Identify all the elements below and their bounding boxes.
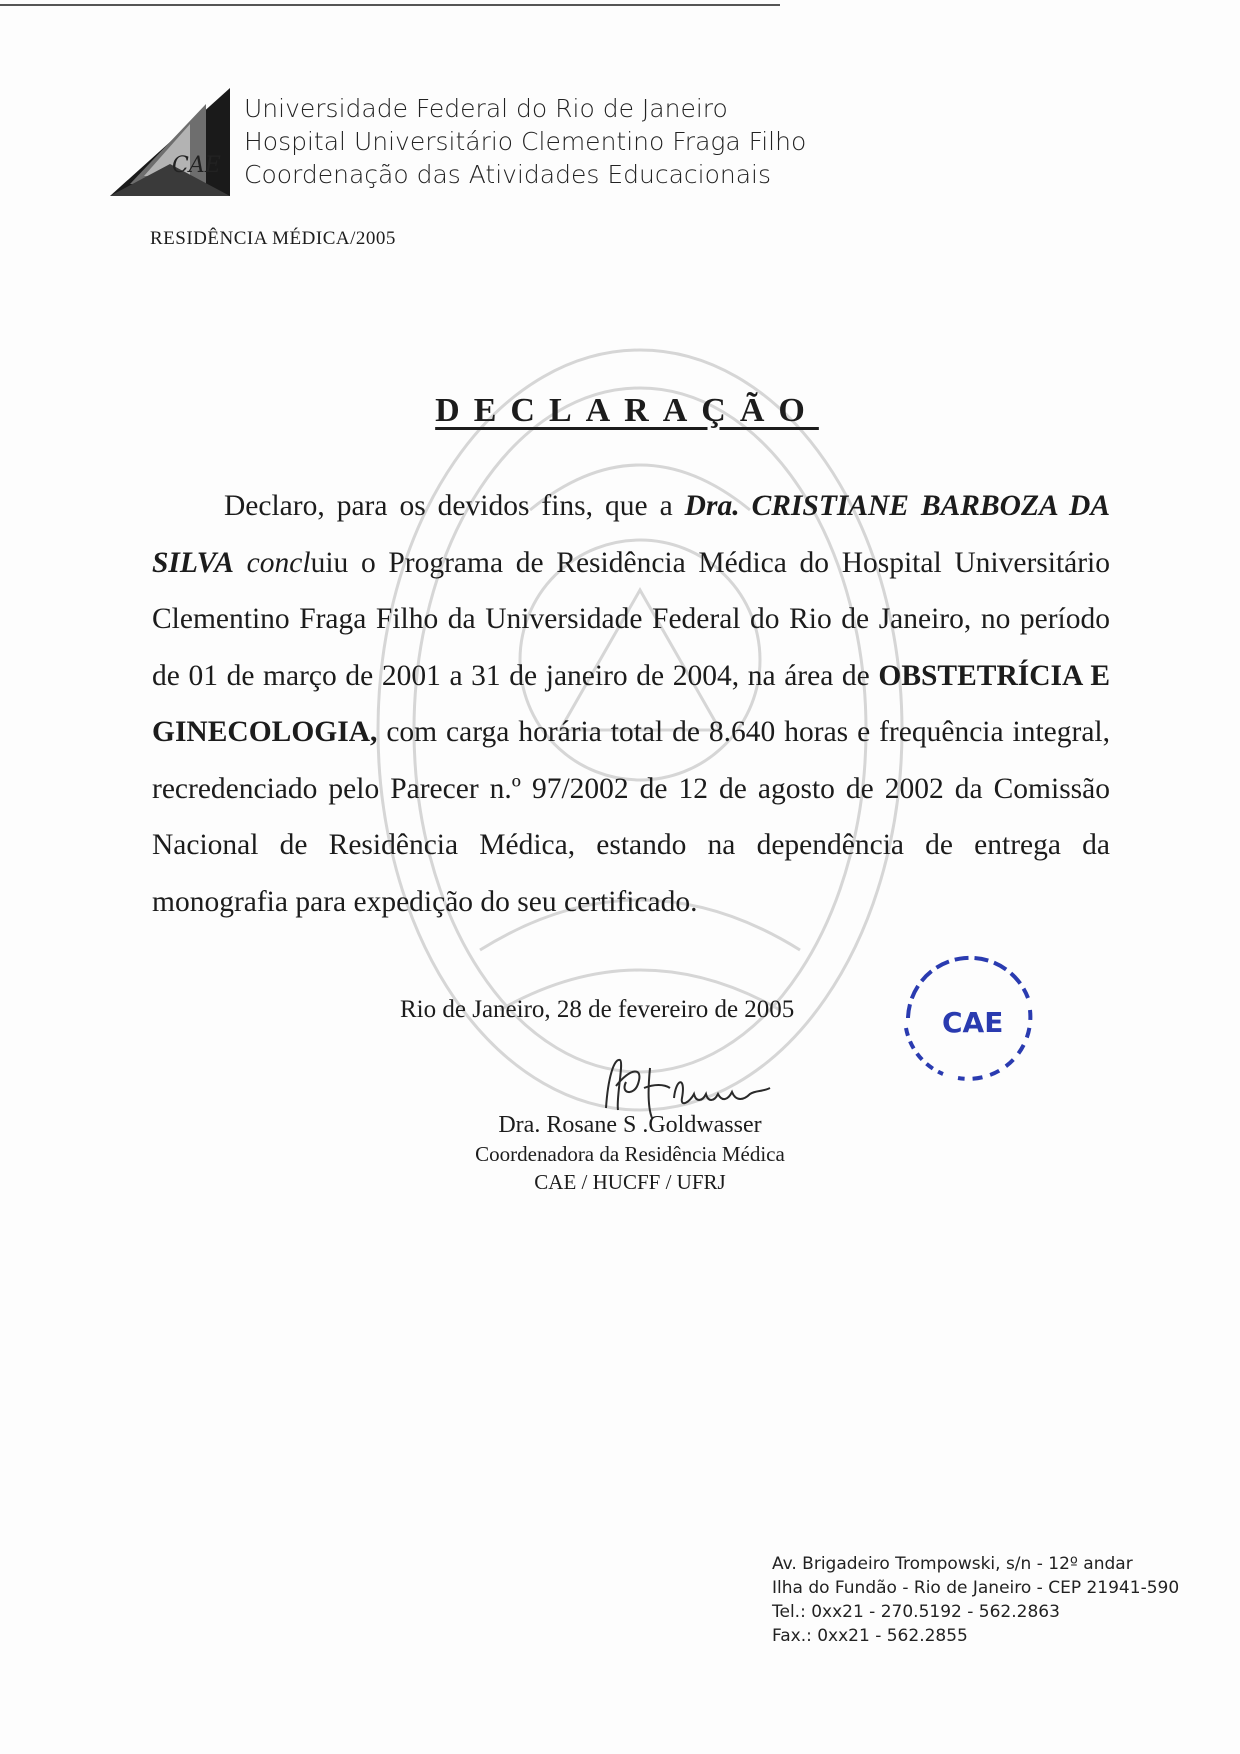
scan-top-rule <box>0 4 780 6</box>
address-line: Fax.: 0xx21 - 562.2855 <box>772 1626 968 1646</box>
body-text-2: com carga horária total de 8.640 horas e frequência integral, recredenciado pelo Parecer n.º 97/2002 de 12 de agosto de 2002 da Comissão Nacional de Residência Médica, estando na dependência de entrega da monografia para expedição do seu certificado. <box>152 716 1110 918</box>
verb-italic: concl <box>246 546 311 579</box>
cae-stamp <box>888 938 1048 1088</box>
declaration-body <box>152 478 1110 930</box>
address-line: Tel.: 0xx21 - 270.5192 - 562.2863 <box>772 1602 1060 1622</box>
signer-affiliation: CAE / HUCFF / UFRJ <box>534 1170 726 1194</box>
signer-block <box>420 1110 840 1196</box>
institution-line: Hospital Universitário Clementino Fraga Filho <box>244 127 807 156</box>
program-label: RESIDÊNCIA MÉDICA/2005 <box>150 228 396 249</box>
cae-logo <box>110 84 240 202</box>
document-title: DECLARAÇÃO <box>435 392 819 429</box>
title-prefix: Dra. <box>684 490 740 522</box>
body-text-1: o Programa de Residência Médica do Hospital Universitário Clementino Fraga Filho da Universidade Federal do Rio de Janeiro, no período de 01 de março de 2001 a 31 de janeiro de 2004, na área de <box>152 546 1111 692</box>
address-line: Ilha do Fundão - Rio de Janeiro - CEP 21941-590 <box>772 1578 1180 1598</box>
logo-text: CAE <box>172 153 221 178</box>
verb-rest: uiu <box>310 546 349 579</box>
place-date: Rio de Janeiro, 28 de fevereiro de 2005 <box>400 996 795 1023</box>
signer-role: Coordenadora da Residência Médica <box>475 1142 785 1166</box>
specialty-area: OBSTETRÍCIA E GINECOLOGIA, <box>152 659 1110 748</box>
document-title-wrap <box>0 392 1240 430</box>
institution-line: Universidade Federal do Rio de Janeiro <box>244 94 728 123</box>
resident-name: CRISTIANE BARBOZA DA SILVA <box>152 490 1110 579</box>
stamp-text: CAE <box>942 1006 1004 1039</box>
signer-name: Dra. Rosane S .Goldwasser <box>498 1112 762 1138</box>
institution-block <box>244 92 806 191</box>
address-line: Av. Brigadeiro Trompowski, s/n - 12º andar <box>772 1554 1133 1574</box>
address-block <box>772 1552 1179 1648</box>
body-intro: Declaro, para os devidos fins, que a <box>224 490 685 522</box>
institution-line: Coordenação das Atividades Educacionais <box>244 160 772 189</box>
